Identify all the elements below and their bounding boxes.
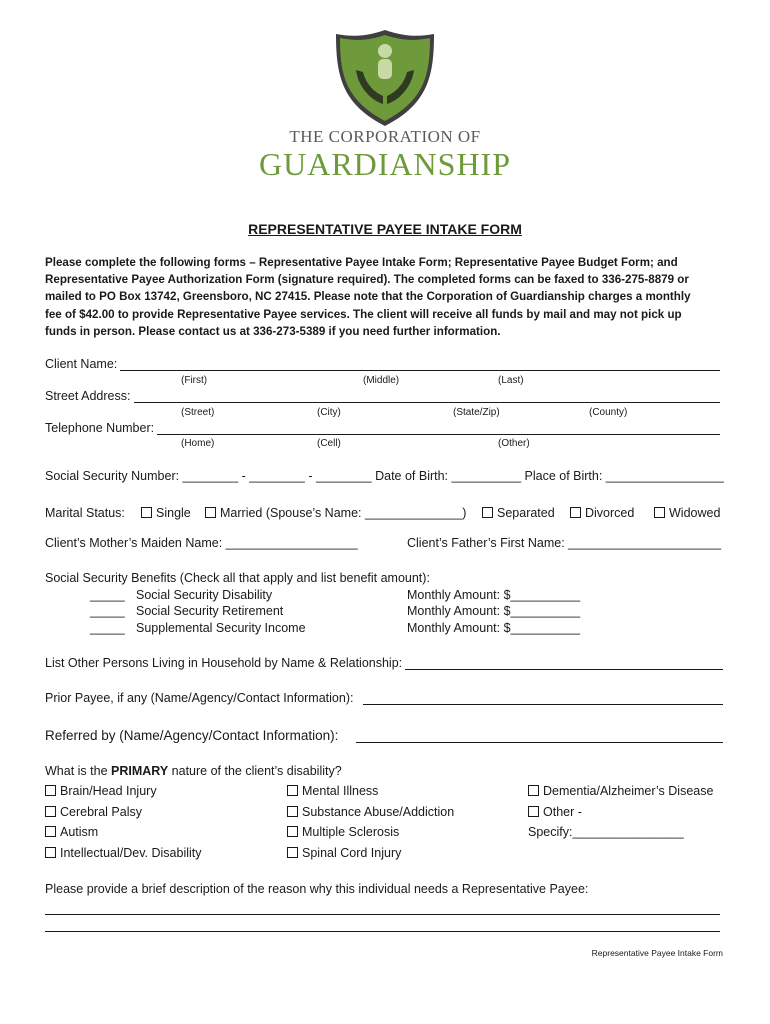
client-name-row xyxy=(45,357,117,371)
checkbox-icon[interactable] xyxy=(287,806,298,817)
benefit-amount-field[interactable]: Monthly Amount: $__________ xyxy=(407,621,581,635)
logo-text-line1: THE CORPORATION OF xyxy=(289,127,481,146)
reason-line-2[interactable] xyxy=(45,921,720,932)
checkbox-icon[interactable] xyxy=(287,826,298,837)
sub-last: (Last) xyxy=(498,375,524,386)
checkbox-icon[interactable] xyxy=(45,847,56,858)
checkbox-icon[interactable] xyxy=(482,507,493,518)
disability-option[interactable]: Mental Illness xyxy=(287,784,378,798)
sub-county: (County) xyxy=(589,407,628,418)
sub-middle: (Middle) xyxy=(363,375,400,386)
household-field[interactable] xyxy=(405,659,723,670)
street-address-label: Street Address: xyxy=(45,389,131,403)
referred-by-field[interactable] xyxy=(356,732,723,743)
benefit-check-blank[interactable]: _____ xyxy=(90,588,125,602)
household-label: List Other Persons Living in Household by Name & Relationship: xyxy=(45,656,403,670)
disability-question: What is the PRIMARY nature of the client’s disability? xyxy=(45,764,342,778)
checkbox-icon[interactable] xyxy=(654,507,665,518)
benefit-name: Supplemental Security Income xyxy=(136,621,306,635)
intro-line: Representative Payee Authorization Form (signature required). The completed forms can be faxed to 336-275-8879 or xyxy=(45,273,689,287)
telephone-label: Telephone Number: xyxy=(45,421,155,435)
checkbox-icon[interactable] xyxy=(528,785,539,796)
benefit-check-blank[interactable]: _____ xyxy=(90,621,125,635)
intro-paragraph xyxy=(45,254,735,340)
checkbox-icon[interactable] xyxy=(45,785,56,796)
referred-by-label: Referred by (Name/Agency/Contact Information): xyxy=(45,728,339,743)
disability-option-other[interactable]: Other - xyxy=(528,805,582,819)
street-address-field[interactable] xyxy=(134,392,720,403)
checkbox-icon[interactable] xyxy=(570,507,581,518)
sub-other: (Other) xyxy=(498,438,530,449)
checkbox-icon[interactable] xyxy=(45,806,56,817)
disability-option[interactable]: Dementia/Alzheimer’s Disease xyxy=(528,784,713,798)
benefit-name: Social Security Retirement xyxy=(136,604,284,618)
form-title: REPRESENTATIVE PAYEE INTAKE FORM xyxy=(248,221,522,237)
checkbox-icon[interactable] xyxy=(141,507,152,518)
benefit-name: Social Security Disability xyxy=(136,588,273,602)
ssn-dob-row[interactable]: Social Security Number: ________ - ________ - ________ Date of Birth: __________ Place of Birth: _________________ xyxy=(45,469,724,483)
ss-benefits-label: Social Security Benefits (Check all that apply and list benefit amount): xyxy=(45,571,430,585)
checkbox-icon[interactable] xyxy=(205,507,216,518)
sub-city: (City) xyxy=(317,407,341,418)
marital-option-married[interactable]: Married (Spouse’s Name: ______________) xyxy=(205,506,466,520)
father-first-name-field[interactable]: Client’s Father’s First Name: ______________________ xyxy=(407,536,722,550)
sub-home: (Home) xyxy=(181,438,215,449)
checkbox-icon[interactable] xyxy=(287,785,298,796)
prior-payee-label: Prior Payee, if any (Name/Agency/Contact Information): xyxy=(45,691,354,705)
sub-first: (First) xyxy=(181,375,208,386)
marital-option-divorced[interactable]: Divorced xyxy=(570,506,634,520)
benefit-check-blank[interactable]: _____ xyxy=(90,604,125,618)
marital-option-widowed[interactable]: Widowed xyxy=(654,506,720,520)
sub-cell: (Cell) xyxy=(317,438,341,449)
telephone-field[interactable] xyxy=(157,424,720,435)
disability-option[interactable]: Autism xyxy=(45,825,98,839)
disability-option[interactable]: Multiple Sclerosis xyxy=(287,825,399,839)
client-name-field[interactable] xyxy=(120,360,720,371)
prior-payee-field[interactable] xyxy=(363,694,723,705)
disability-option[interactable]: Spinal Cord Injury xyxy=(287,846,401,860)
logo-text-line2: GUARDIANSHIP xyxy=(258,146,511,182)
marital-status-label: Marital Status: xyxy=(45,506,125,520)
disability-option[interactable]: Brain/Head Injury xyxy=(45,784,157,798)
marital-option-separated[interactable]: Separated xyxy=(482,506,555,520)
reason-label: Please provide a brief description of the reason why this individual needs a Representative Payee: xyxy=(45,882,589,896)
sub-state-zip: (State/Zip) xyxy=(453,407,500,418)
disability-option[interactable]: Substance Abuse/Addiction xyxy=(287,805,454,819)
disability-option[interactable]: Intellectual/Dev. Disability xyxy=(45,846,202,860)
intro-line: fee of $42.00 to provide Representative Payee services. The client will receive all funds by mail and may not pick up xyxy=(45,307,682,321)
checkbox-icon[interactable] xyxy=(287,847,298,858)
marital-option-single[interactable]: Single xyxy=(141,506,191,520)
benefit-amount-field[interactable]: Monthly Amount: $__________ xyxy=(407,604,581,618)
intro-line: funds in person. Please contact us at 336-273-5389 if you need further information. xyxy=(45,324,501,338)
intro-line: mailed to PO Box 13742, Greensboro, NC 27415. Please note that the Corporation of Guardianship charges a monthly xyxy=(45,290,691,304)
checkbox-icon[interactable] xyxy=(528,806,539,817)
reason-line-1[interactable] xyxy=(45,904,720,915)
sub-street: (Street) xyxy=(181,407,215,418)
benefit-amount-field[interactable]: Monthly Amount: $__________ xyxy=(407,588,581,602)
client-name-label: Client Name: xyxy=(45,357,118,371)
page-footer: Representative Payee Intake Form xyxy=(591,948,723,958)
intro-line: Please complete the following forms – Representative Payee Intake Form; Representative Payee Budget Form; and xyxy=(45,256,678,269)
specify-field[interactable]: Specify:________________ xyxy=(528,825,684,839)
mother-maiden-name-field[interactable]: Client’s Mother’s Maiden Name: ___________________ xyxy=(45,536,358,550)
disability-option[interactable]: Cerebral Palsy xyxy=(45,805,142,819)
checkbox-icon[interactable] xyxy=(45,826,56,837)
